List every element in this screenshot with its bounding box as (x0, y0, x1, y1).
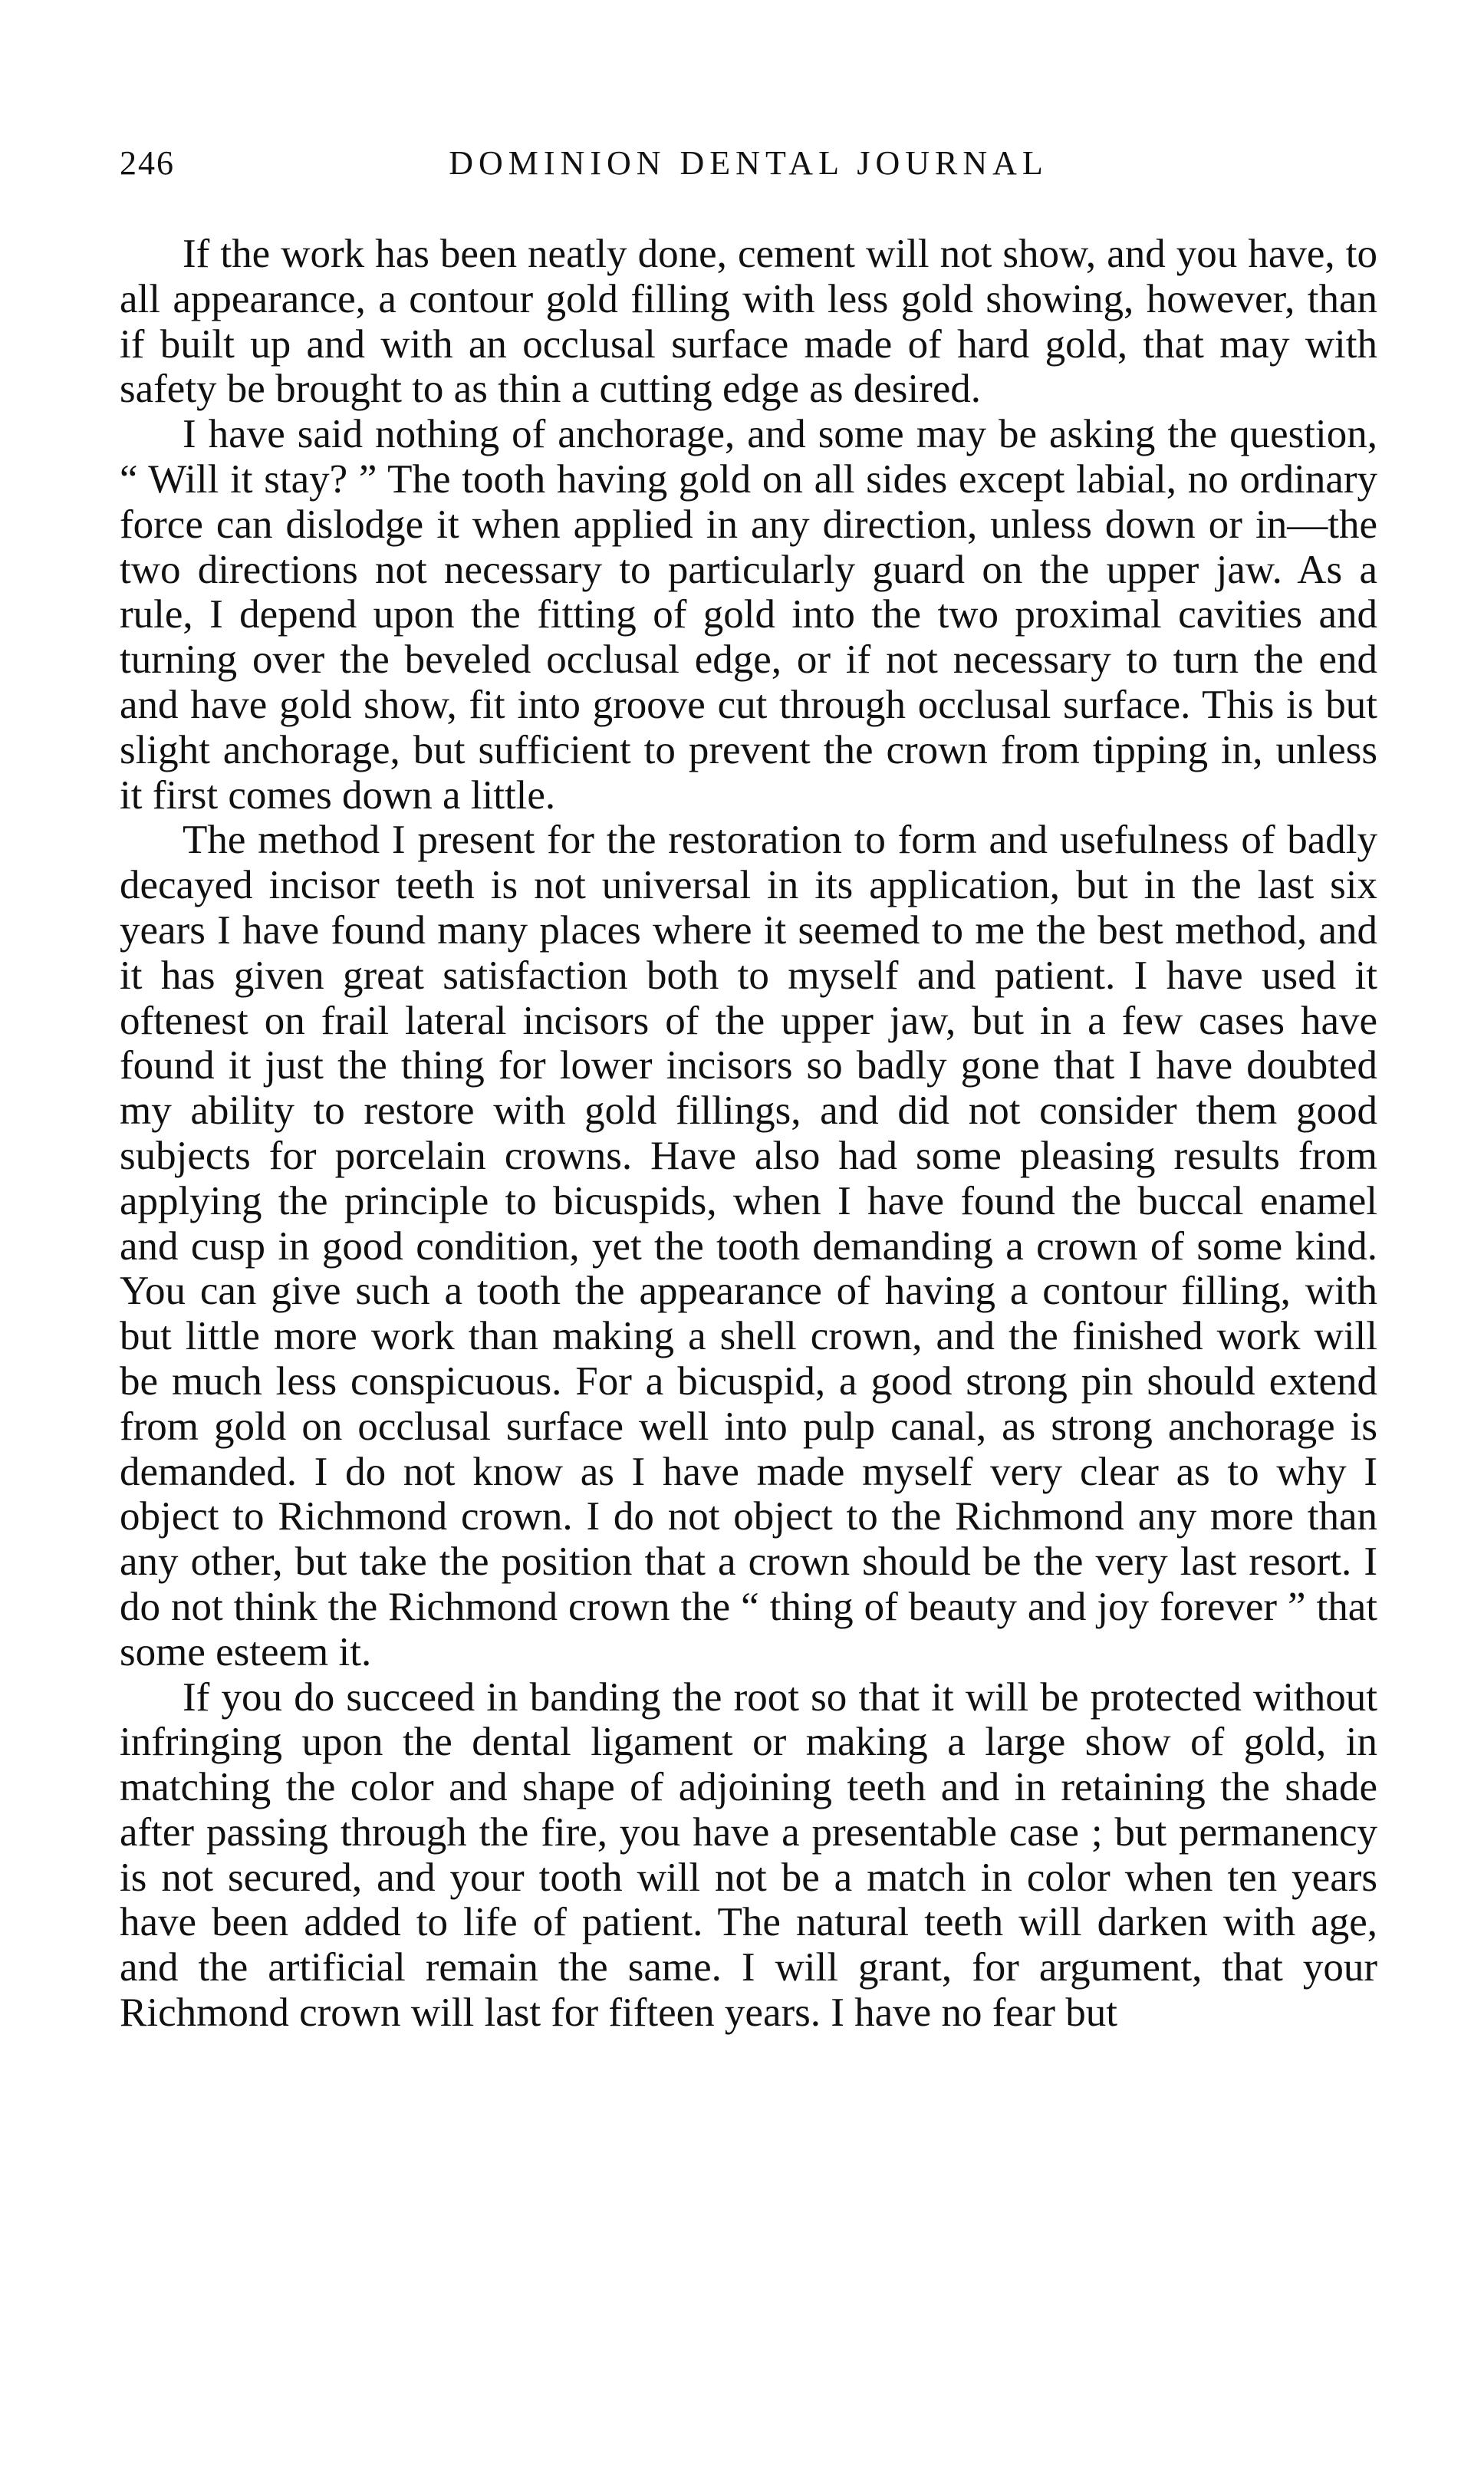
paragraph-cement-not-showing: If the work has been neatly done, cement will not show, and you have, to all appearance, a contour gold filling with less gold showing, however, than if built up and with an occlusal surface made of hard gold, that may with safety be brought to as thin a cutting edge as desired. (120, 232, 1377, 412)
page-number: 246 (120, 144, 175, 182)
article-text (120, 232, 1377, 2036)
journal-title: DOMINION DENTAL JOURNAL (449, 144, 1048, 182)
paragraph-anchorage: I have said nothing of anchorage, and some may be asking the question, “ Will it stay? ” The tooth having gold on all sides except labial, no ordinary force can dislodge it when applied in any direction, unless down or in—the two directions not necessary to particularly guard on the upper jaw. As a rule, I depend upon the fitting of gold into the two proximal cavities and turning over the beveled occlusal edge, or if not necessary to turn the end and have gold show, fit into groove cut through occlusal surface. This is but slight anchorage, but sufficient to prevent the crown from tipping in, unless it first comes down a little. (120, 412, 1377, 818)
running-head (120, 137, 1377, 190)
paragraph-banding-root: If you do succeed in banding the root so that it will be protected without infringing upon the dental ligament or making a large show of gold, in matching the color and shape of adjoining teeth and in retaining the shade after passing through the fire, you have a presentable case ; but permanency is not secured, and your tooth will not be a match in color when ten years have been added to life of patient. The natural teeth will darken with age, and the artificial remain the same. I will grant, for argument, that your Richmond crown will last for fifteen years. I have no fear but (120, 1674, 1377, 2036)
paragraph-method-restoration: The method I present for the restoration to form and usefulness of badly decayed incisor teeth is not universal in its application, but in the last six years I have found many places where it seemed to me the best method, and it has given great satisfaction both to myself and patient. I have used it oftenest on frail lateral incisors of the upper jaw, but in a few cases have found it just the thing for lower incisors so badly gone that I have doubted my ability to restore with gold fillings, and did not consider them good subjects for porcelain crowns. Have also had some pleasing results from applying the principle to bicuspids, when I have found the buccal enamel and cusp in good condition, yet the tooth demanding a crown of some kind. You can give such a tooth the appearance of having a contour filling, with but little more work than making a shell crown, and the finished work will be much less conspicuous. For a bicuspid, a good strong pin should extend from gold on occlusal surface well into pulp canal, as strong anchorage is demanded. I do not know as I have made myself very clear as to why I object to Richmond crown. I do not object to the Richmond any more than any other, but take the position that a crown should be the very last resort. I do not think the Richmond crown the “ thing of beauty and joy forever ” that some esteem it. (120, 818, 1377, 1674)
